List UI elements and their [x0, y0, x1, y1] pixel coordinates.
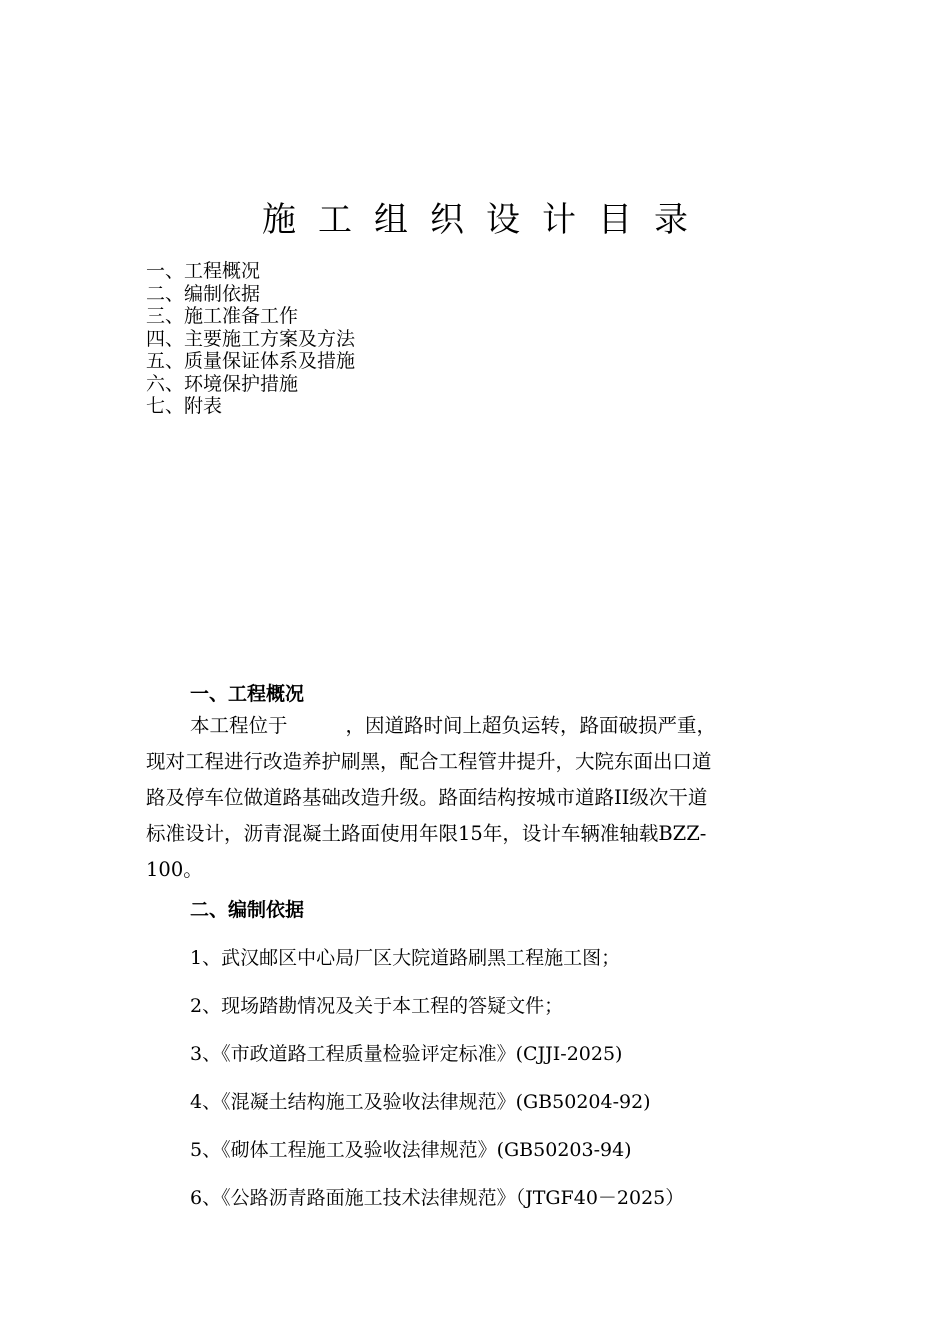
basis-item: 4、《混凝土结构施工及验收法律规范》(GB50204-92) [190, 1091, 651, 1113]
toc-list [146, 260, 355, 418]
overview-paragraph [146, 708, 816, 888]
paragraph-line [146, 708, 816, 744]
toc-item: 二、编制依据 [146, 282, 261, 305]
paragraph-line: 路及停车位做道路基础改造升级。路面结构按城市道路II级次干道 [146, 786, 708, 809]
toc-item: 七、附表 [146, 395, 223, 417]
paragraph-text: ，因道路时间上超负运转，路面破损严重， [345, 714, 717, 737]
toc-item: 五、质量保证体系及措施 [146, 350, 356, 372]
paragraph-line: 100。 [146, 858, 203, 881]
paragraph-line: 现对工程进行改造养护刷黑，配合工程管井提升，大院东面出口道 [146, 750, 712, 773]
paragraph-line: 标准设计，沥青混凝土路面使用年限15年，设计车辆准轴载BZZ- [146, 822, 707, 845]
basis-item: 6、《公路沥青路面施工技术法律规范》（JTGF40－2025） [190, 1187, 685, 1209]
toc-item: 一、工程概况 [146, 260, 261, 282]
section-heading-basis: 二、编制依据 [190, 899, 305, 921]
basis-list [190, 945, 684, 1233]
basis-item: 2、现场踏勘情况及关于本工程的答疑文件； [190, 995, 564, 1017]
toc-title: 施工组织设计目录 [262, 200, 710, 240]
paragraph-text: 本工程位于 [190, 714, 288, 737]
basis-item: 1、武汉邮区中心局厂区大院道路刷黑工程施工图； [190, 947, 621, 969]
section-heading-overview: 一、工程概况 [190, 683, 305, 705]
toc-item: 六、环境保护措施 [146, 372, 299, 395]
toc-item: 四、主要施工方案及方法 [146, 327, 356, 350]
toc-item: 三、施工准备工作 [146, 305, 299, 327]
basis-item: 3、《市政道路工程质量检验评定标准》(CJJI-2025) [190, 1043, 623, 1065]
basis-item: 5、《砌体工程施工及验收法律规范》(GB50203-94) [190, 1139, 632, 1161]
